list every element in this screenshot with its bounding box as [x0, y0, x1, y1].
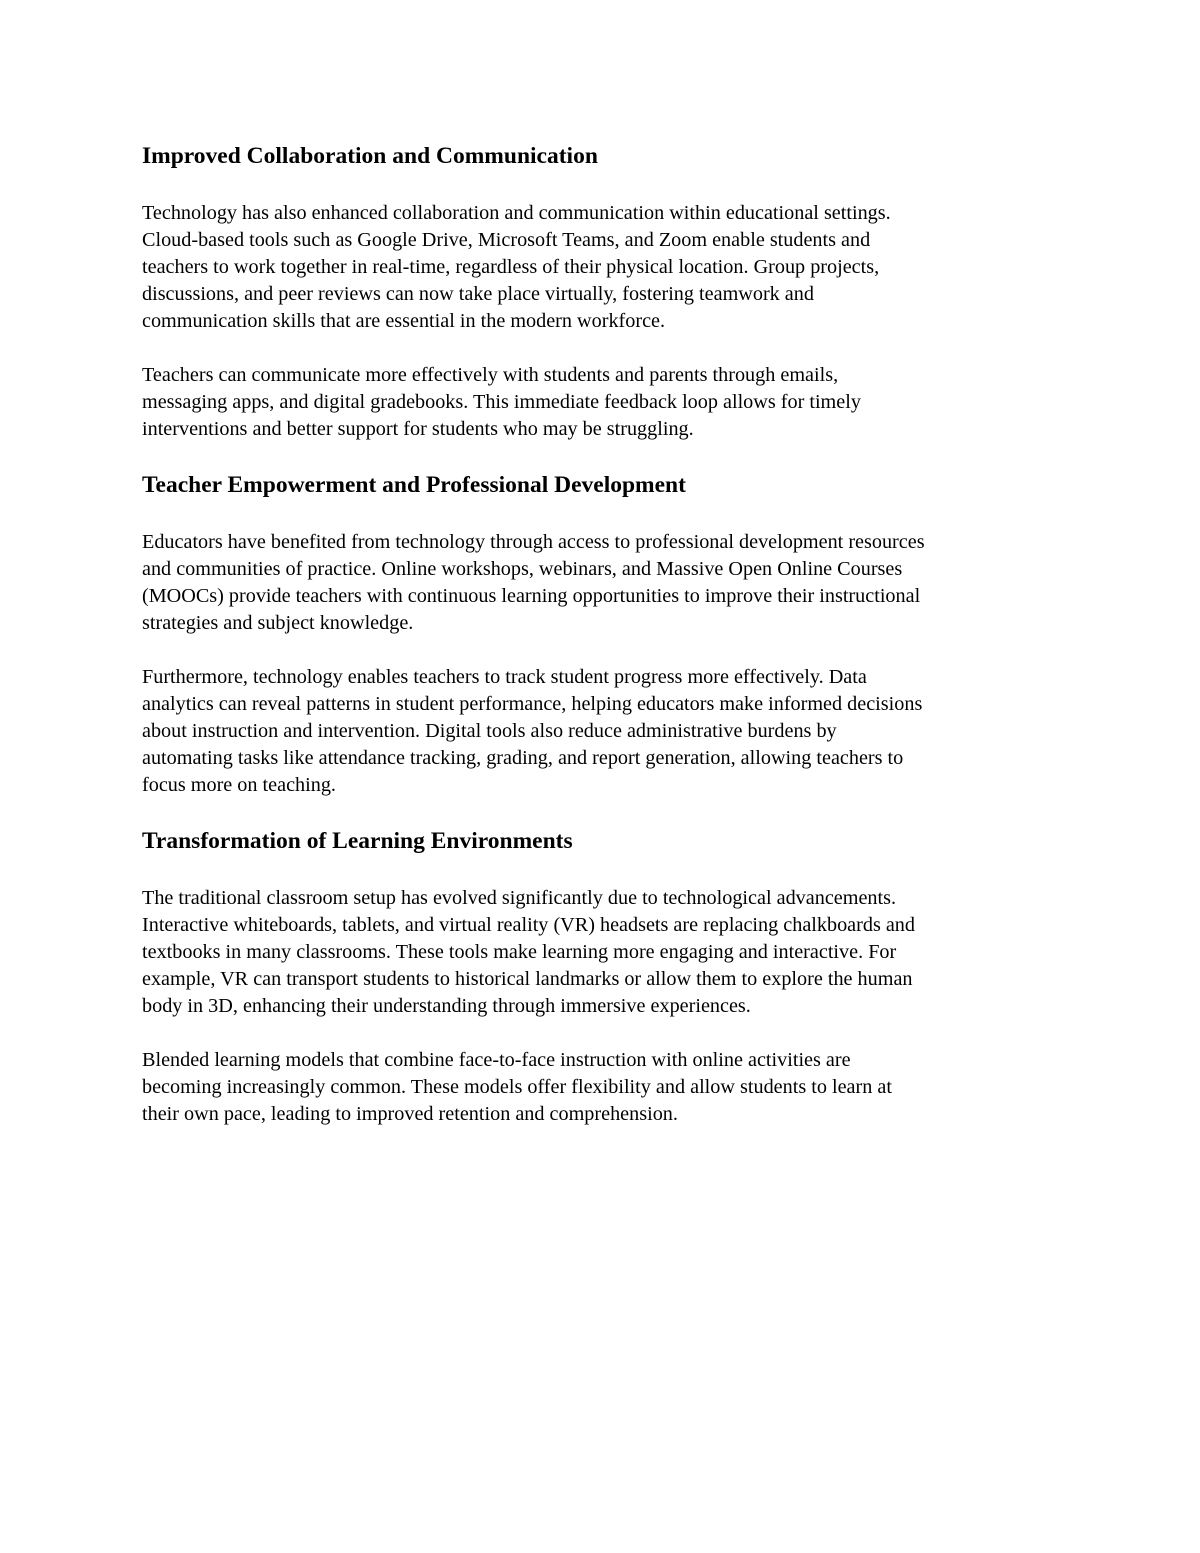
- text-line: body in 3D, enhancing their understanding through immersive experiences.: [142, 995, 751, 1017]
- text-line: strategies and subject knowledge.: [142, 612, 414, 634]
- text-line: textbooks in many classrooms. These tools make learning more engaging and interactive. For: [142, 941, 897, 963]
- text-line: analytics can reveal patterns in student performance, helping educators make informed decisions: [142, 693, 923, 715]
- paragraph: [142, 885, 1082, 1020]
- text-line: Interactive whiteboards, tablets, and virtual reality (VR) headsets are replacing chalkboards and: [142, 914, 915, 936]
- text-line: communication skills that are essential in the modern workforce.: [142, 310, 666, 332]
- paragraph: [142, 200, 1082, 335]
- section-heading: Improved Collaboration and Communication: [142, 143, 598, 169]
- text-line: their own pace, leading to improved retention and comprehension.: [142, 1103, 678, 1125]
- section-heading: Transformation of Learning Environments: [142, 828, 573, 854]
- text-line: (MOOCs) provide teachers with continuous learning opportunities to improve their instructional: [142, 585, 921, 607]
- text-line: Teachers can communicate more effectively with students and parents through emails,: [142, 364, 839, 386]
- document-body: [142, 141, 1082, 1128]
- text-line: Cloud-based tools such as Google Drive, Microsoft Teams, and Zoom enable students and: [142, 229, 871, 251]
- text-line: Furthermore, technology enables teachers to track student progress more effectively. Data: [142, 666, 867, 688]
- text-line: Technology has also enhanced collaboration and communication within educational settings.: [142, 202, 891, 224]
- text-line: about instruction and intervention. Digital tools also reduce administrative burdens by: [142, 720, 837, 742]
- paragraph: [142, 664, 1082, 799]
- text-line: The traditional classroom setup has evolved significantly due to technological advancements.: [142, 887, 897, 909]
- paragraph: [142, 529, 1082, 637]
- text-line: Educators have benefited from technology through access to professional development resources: [142, 531, 925, 553]
- text-line: interventions and better support for students who may be struggling.: [142, 418, 694, 440]
- text-line: example, VR can transport students to historical landmarks or allow them to explore the human: [142, 968, 913, 990]
- text-line: and communities of practice. Online workshops, webinars, and Massive Open Online Courses: [142, 558, 903, 580]
- text-line: automating tasks like attendance tracking, grading, and report generation, allowing teachers to: [142, 747, 904, 769]
- section-heading: Teacher Empowerment and Professional Development: [142, 472, 686, 498]
- text-line: discussions, and peer reviews can now take place virtually, fostering teamwork and: [142, 283, 814, 305]
- text-line: Blended learning models that combine face-to-face instruction with online activities are: [142, 1049, 851, 1071]
- paragraph: [142, 1047, 1082, 1128]
- text-line: teachers to work together in real-time, regardless of their physical location. Group projects,: [142, 256, 880, 278]
- text-line: focus more on teaching.: [142, 774, 336, 796]
- text-line: messaging apps, and digital gradebooks. This immediate feedback loop allows for timely: [142, 391, 861, 413]
- paragraph: [142, 362, 1082, 443]
- text-line: becoming increasingly common. These models offer flexibility and allow students to learn at: [142, 1076, 892, 1098]
